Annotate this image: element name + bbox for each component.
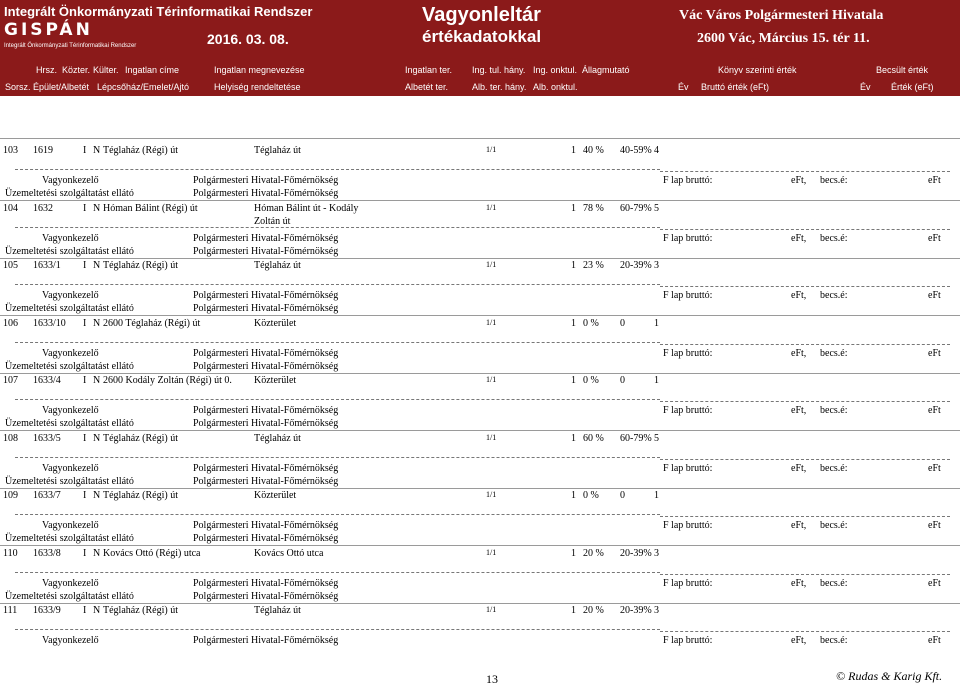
vagyonkezelo-label: Vagyonkezelő	[42, 520, 99, 531]
org-name: Vác Város Polgármesteri Hivatala	[679, 8, 884, 23]
col-sorsz: Sorsz.	[5, 82, 31, 92]
col-ing-tul-hany: Ing. tul. hány.	[472, 65, 526, 75]
record-allag-kat: 20-39%	[620, 547, 652, 559]
record-allag: 23 %	[583, 260, 604, 271]
record-sorsz: 107	[3, 375, 18, 386]
system-title: Integrált Önkormányzati Térinformatikai Rendszer	[4, 4, 313, 19]
record-tul-hany: 1/1	[486, 490, 497, 499]
row-dashed-rule	[15, 629, 660, 630]
becs-unit: eFt	[928, 232, 941, 244]
record-sorsz: 108	[3, 432, 18, 444]
record-sorsz: 105	[3, 260, 18, 271]
flap-label: F lap bruttó:	[663, 462, 713, 474]
uzemeltetesi-value: Polgármesteri Hivatal-Főmérnökség	[193, 590, 339, 602]
flap-label: F lap bruttó:	[663, 290, 713, 301]
record-megnevezes: Közterület	[254, 317, 297, 329]
flap-unit: eFt,	[791, 462, 807, 474]
col-ev-1: Év	[678, 82, 689, 92]
col-albetet-ter: Albetét ter.	[405, 82, 449, 92]
row-dashed-rule	[660, 401, 950, 402]
record-sorsz: 103	[3, 145, 18, 156]
record-megnevezes: Közterület	[254, 375, 297, 386]
record-tul-hany: 1/1	[486, 317, 497, 327]
record-megnevezes: Kovács Ottó utca	[254, 547, 324, 559]
record-kulter: N	[93, 605, 101, 616]
uzemeltetesi-label: Üzemeltetési szolgáltatást ellátó	[5, 360, 134, 372]
col-konyv-szerinti: Könyv szerinti érték	[718, 65, 797, 75]
vagyonkezelo-label: Vagyonkezelő	[42, 347, 99, 359]
row-dashed-rule	[15, 399, 660, 400]
record-allag: 20 %	[583, 605, 604, 616]
flap-unit: eFt,	[791, 635, 807, 646]
vagyonkezelo-value: Polgármesteri Hivatal-Főmérnökség	[193, 175, 339, 186]
record-kulter: N	[93, 432, 101, 444]
row-dashed-rule	[15, 514, 660, 515]
becs-unit: eFt	[928, 635, 941, 646]
record-kulter: N	[93, 317, 101, 329]
flap-unit: eFt,	[791, 232, 807, 244]
record-tul-hany: 1/1	[486, 432, 497, 442]
record-kulter: N	[93, 260, 101, 271]
row-dashed-rule	[15, 572, 660, 573]
uzemeltetesi-label: Üzemeltetési szolgáltatást ellátó	[5, 533, 134, 544]
row-dashed-rule	[15, 227, 660, 228]
row-separator	[0, 373, 960, 374]
becs-label: becs.é:	[820, 577, 848, 589]
record-allag-kat: 0	[620, 375, 625, 386]
row-dashed-rule	[660, 631, 950, 632]
col-allagmutato: Állagmutató	[582, 65, 630, 75]
record-kozter: I	[83, 547, 87, 559]
row-dashed-rule	[15, 284, 660, 285]
record-hrsz: 1633/7	[33, 490, 61, 501]
row-separator	[0, 488, 960, 489]
uzemeltetesi-value: Polgármesteri Hivatal-Főmérnökség	[193, 303, 339, 314]
vagyonkezelo-value: Polgármesteri Hivatal-Főmérnökség	[193, 405, 339, 416]
row-dashed-rule	[660, 574, 950, 575]
becs-unit: eFt	[928, 347, 941, 359]
flap-label: F lap bruttó:	[663, 175, 713, 186]
record-kozter: I	[83, 490, 87, 501]
becs-label: becs.é:	[820, 175, 848, 186]
row-separator	[0, 603, 960, 604]
record-onktul: 1	[571, 375, 576, 386]
uzemeltetesi-value: Polgármesteri Hivatal-Főmérnökség	[193, 475, 339, 487]
report-title-line2: értékadatokkal	[422, 27, 542, 46]
becs-unit: eFt	[928, 290, 941, 301]
row-separator	[0, 545, 960, 546]
record-allag-kat: 60-79%	[620, 432, 652, 444]
vagyonkezelo-label: Vagyonkezelő	[42, 635, 99, 646]
row-dashed-rule	[15, 457, 660, 458]
vagyonkezelo-value: Polgármesteri Hivatal-Főmérnökség	[193, 635, 339, 646]
record-cim: Téglaház (Régi) út	[103, 432, 178, 444]
col-ing-onktul: Ing. onktul.	[533, 65, 578, 75]
becs-label: becs.é:	[820, 232, 848, 244]
column-header	[0, 60, 960, 96]
record-allag-num: 3	[654, 547, 659, 559]
record-megnevezes: Téglaház út	[254, 432, 301, 444]
record-allag-kat: 0	[620, 317, 625, 329]
copyright-text: © Rudas & Karig Kft.	[836, 669, 943, 683]
uzemeltetesi-label: Üzemeltetési szolgáltatást ellátó	[5, 418, 134, 429]
record-tul-hany: 1/1	[486, 260, 497, 269]
row-dashed-rule	[15, 169, 660, 170]
record-allag-kat: 20-39%	[620, 605, 652, 616]
col-kozter: Közter.	[62, 65, 91, 75]
logo-subtitle: Integrált Önkormányzati Térinformatikai Rendszer	[4, 43, 137, 49]
record-kulter: N	[93, 145, 101, 156]
vagyonkezelo-label: Vagyonkezelő	[42, 175, 99, 186]
flap-label: F lap bruttó:	[663, 347, 713, 359]
record-onktul: 1	[571, 145, 576, 156]
uzemeltetesi-value: Polgármesteri Hivatal-Főmérnökség	[193, 418, 339, 429]
uzemeltetesi-label: Üzemeltetési szolgáltatást ellátó	[5, 475, 134, 487]
row-separator	[0, 258, 960, 259]
row-dashed-rule	[15, 342, 660, 343]
page-number: 13	[486, 672, 498, 686]
record-onktul: 1	[571, 202, 576, 214]
record-kozter: I	[83, 432, 87, 444]
record-kozter: I	[83, 260, 87, 271]
flap-label: F lap bruttó:	[663, 232, 713, 244]
record-megnevezes-line2: Zoltán út	[254, 215, 291, 227]
record-allag: 0 %	[583, 375, 599, 386]
record-hrsz: 1632	[33, 202, 53, 214]
record-sorsz: 106	[3, 317, 18, 329]
col-helyiseg: Helyiség rendeltetése	[214, 82, 301, 92]
uzemeltetesi-value: Polgármesteri Hivatal-Főmérnökség	[193, 188, 339, 199]
becs-unit: eFt	[928, 520, 941, 531]
record-hrsz: 1633/4	[33, 375, 61, 386]
record-allag-num: 5	[654, 202, 659, 214]
flap-unit: eFt,	[791, 347, 807, 359]
flap-label: F lap bruttó:	[663, 520, 713, 531]
record-allag-num: 4	[654, 145, 659, 156]
record-allag: 20 %	[583, 547, 604, 559]
col-alb-onktul: Alb. onktul.	[533, 82, 578, 92]
col-ev-2: Év	[860, 82, 871, 92]
uzemeltetesi-label: Üzemeltetési szolgáltatást ellátó	[5, 303, 134, 314]
col-ingatlan-cime: Ingatlan címe	[125, 65, 180, 75]
col-ingatlan-ter: Ingatlan ter.	[405, 65, 453, 75]
row-dashed-rule	[660, 229, 950, 230]
record-allag: 78 %	[583, 202, 604, 214]
becs-label: becs.é:	[820, 520, 848, 531]
record-cim: Téglaház (Régi) út	[103, 605, 178, 616]
record-hrsz: 1633/5	[33, 432, 61, 444]
record-allag-num: 1	[654, 317, 659, 329]
record-allag-kat: 0	[620, 490, 625, 501]
flap-label: F lap bruttó:	[663, 405, 713, 416]
becs-unit: eFt	[928, 577, 941, 589]
record-onktul: 1	[571, 605, 576, 616]
col-alb-ter-hany: Alb. ter. hány.	[472, 82, 527, 92]
col-brutto-ertek: Bruttó érték (eFt)	[701, 82, 770, 92]
vagyonkezelo-value: Polgármesteri Hivatal-Főmérnökség	[193, 347, 339, 359]
flap-unit: eFt,	[791, 405, 807, 416]
record-onktul: 1	[571, 547, 576, 559]
record-cim: Hóman Bálint (Régi) út	[103, 202, 198, 214]
record-tul-hany: 1/1	[486, 605, 497, 614]
record-hrsz: 1619	[33, 145, 53, 156]
row-separator	[0, 315, 960, 316]
record-allag: 60 %	[583, 432, 604, 444]
record-allag: 0 %	[583, 317, 599, 329]
flap-unit: eFt,	[791, 577, 807, 589]
record-allag: 0 %	[583, 490, 599, 501]
becs-label: becs.é:	[820, 462, 848, 474]
record-onktul: 1	[571, 490, 576, 501]
vagyonkezelo-value: Polgármesteri Hivatal-Főmérnökség	[193, 232, 339, 244]
record-sorsz: 109	[3, 490, 18, 501]
record-hrsz: 1633/10	[33, 317, 66, 329]
record-allag-kat: 60-79%	[620, 202, 652, 214]
vagyonkezelo-label: Vagyonkezelő	[42, 462, 99, 474]
row-separator	[0, 430, 960, 431]
uzemeltetesi-value: Polgármesteri Hivatal-Főmérnökség	[193, 360, 339, 372]
record-tul-hany: 1/1	[486, 547, 497, 557]
record-hrsz: 1633/1	[33, 260, 61, 271]
flap-label: F lap bruttó:	[663, 635, 713, 646]
col-ertek: Érték (eFt)	[891, 82, 934, 92]
becs-label: becs.é:	[820, 290, 848, 301]
record-allag-kat: 40-59%	[620, 145, 652, 156]
vagyonkezelo-label: Vagyonkezelő	[42, 577, 99, 589]
row-dashed-rule	[660, 344, 950, 345]
record-cim: Téglaház (Régi) út	[103, 260, 178, 271]
gispan-logo	[4, 20, 138, 52]
row-dashed-rule	[660, 516, 950, 517]
flap-unit: eFt,	[791, 175, 807, 186]
record-onktul: 1	[571, 432, 576, 444]
becs-unit: eFt	[928, 462, 941, 474]
report-title-line1: Vagyonleltár	[422, 4, 541, 26]
becs-label: becs.é:	[820, 405, 848, 416]
record-allag-num: 1	[654, 490, 659, 501]
vagyonkezelo-label: Vagyonkezelő	[42, 232, 99, 244]
uzemeltetesi-label: Üzemeltetési szolgáltatást ellátó	[5, 245, 134, 257]
record-kulter: N	[93, 547, 101, 559]
record-kulter: N	[93, 490, 101, 501]
vagyonkezelo-value: Polgármesteri Hivatal-Főmérnökség	[193, 520, 339, 531]
record-onktul: 1	[571, 260, 576, 271]
uzemeltetesi-label: Üzemeltetési szolgáltatást ellátó	[5, 590, 134, 602]
record-kozter: I	[83, 375, 87, 386]
record-kozter: I	[83, 605, 87, 616]
row-dashed-rule	[660, 171, 950, 172]
record-kulter: N	[93, 375, 101, 386]
record-cim: Téglaház (Régi) út	[103, 145, 178, 156]
row-dashed-rule	[660, 459, 950, 460]
org-address: 2600 Vác, Március 15. tér 11.	[697, 31, 870, 46]
record-kozter: I	[83, 145, 87, 156]
becs-unit: eFt	[928, 405, 941, 416]
record-megnevezes: Hóman Bálint út - Kodály	[254, 202, 359, 214]
record-megnevezes: Téglaház út	[254, 605, 301, 616]
record-kozter: I	[83, 317, 87, 329]
col-becsult-ertek: Becsült érték	[876, 65, 929, 75]
vagyonkezelo-value: Polgármesteri Hivatal-Főmérnökség	[193, 290, 339, 301]
col-lepcsohaz: Lépcsőház/Emelet/Ajtó	[97, 82, 190, 92]
record-cim: Téglaház (Régi) út	[103, 490, 178, 501]
record-allag-num: 3	[654, 260, 659, 271]
becs-label: becs.é:	[820, 635, 848, 646]
record-megnevezes: Közterület	[254, 490, 297, 501]
record-megnevezes: Téglaház út	[254, 260, 301, 271]
record-allag: 40 %	[583, 145, 604, 156]
row-separator	[0, 200, 960, 201]
col-hrsz: Hrsz.	[36, 65, 57, 75]
record-sorsz: 104	[3, 202, 18, 214]
record-allag-num: 5	[654, 432, 659, 444]
record-allag-kat: 20-39%	[620, 260, 652, 271]
flap-unit: eFt,	[791, 290, 807, 301]
record-allag-num: 1	[654, 375, 659, 386]
vagyonkezelo-label: Vagyonkezelő	[42, 405, 99, 416]
report-header	[0, 0, 960, 60]
uzemeltetesi-value: Polgármesteri Hivatal-Főmérnökség	[193, 245, 339, 257]
record-tul-hany: 1/1	[486, 145, 497, 154]
logo-text: GISPÁN	[4, 20, 93, 40]
flap-label: F lap bruttó:	[663, 577, 713, 589]
record-cim: Kovács Ottó (Régi) utca	[103, 547, 201, 559]
col-epulet-albetet: Épület/Albetét	[33, 82, 90, 92]
col-kulter: Külter.	[93, 65, 119, 75]
record-tul-hany: 1/1	[486, 202, 497, 212]
record-hrsz: 1633/8	[33, 547, 61, 559]
record-kozter: I	[83, 202, 87, 214]
record-hrsz: 1633/9	[33, 605, 61, 616]
record-allag-num: 3	[654, 605, 659, 616]
report-date: 2016. 03. 08.	[207, 31, 289, 47]
record-kulter: N	[93, 202, 101, 214]
record-cim: 2600 Kodály Zoltán (Régi) út 0.	[103, 375, 232, 386]
record-sorsz: 111	[3, 605, 18, 616]
record-onktul: 1	[571, 317, 576, 329]
flap-unit: eFt,	[791, 520, 807, 531]
becs-unit: eFt	[928, 175, 941, 186]
row-dashed-rule	[660, 286, 950, 287]
row-separator	[0, 138, 960, 139]
becs-label: becs.é:	[820, 347, 848, 359]
vagyonkezelo-label: Vagyonkezelő	[42, 290, 99, 301]
vagyonkezelo-value: Polgármesteri Hivatal-Főmérnökség	[193, 462, 339, 474]
record-megnevezes: Téglaház út	[254, 145, 301, 156]
record-tul-hany: 1/1	[486, 375, 497, 384]
col-ingatlan-megnevezese: Ingatlan megnevezése	[214, 65, 305, 75]
uzemeltetesi-label: Üzemeltetési szolgáltatást ellátó	[5, 188, 134, 199]
record-cim: 2600 Téglaház (Régi) út	[103, 317, 201, 329]
record-sorsz: 110	[3, 547, 18, 559]
uzemeltetesi-value: Polgármesteri Hivatal-Főmérnökség	[193, 533, 339, 544]
vagyonkezelo-value: Polgármesteri Hivatal-Főmérnökség	[193, 577, 339, 589]
